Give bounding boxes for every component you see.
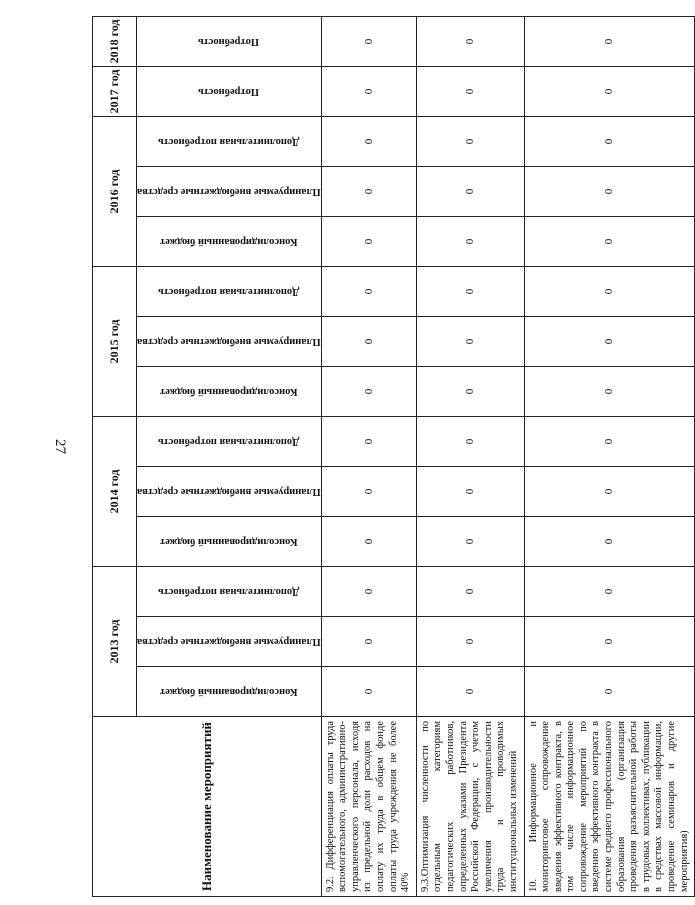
page-number: 27	[52, 439, 68, 454]
subheader-planned: Планируемые внебюджетные средства	[137, 486, 321, 497]
year-header-2016: 2016 год	[93, 116, 137, 266]
subheader-need: Потребность	[198, 35, 260, 47]
subheader-consolidated: Консолидированный бюджет	[160, 686, 298, 698]
value-cell: 0	[321, 416, 416, 466]
subheader-need: Потребность	[198, 85, 260, 97]
year-header-2015: 2015 год	[93, 266, 137, 416]
value-cell: 0	[416, 566, 524, 616]
year-header-2018: 2018 год	[93, 16, 137, 66]
subheader-additional: Дополнительная потребность	[158, 135, 300, 147]
subheader-consolidated: Консолидированный бюджет	[160, 536, 298, 547]
value-cell: 0	[321, 116, 416, 166]
value-cell: 0	[321, 16, 416, 66]
value-cell: 0	[416, 16, 524, 66]
measure-name-cell: 9.3.Оптимизация численности по отдельным категориям педагогических работников, определенных указами Президента Российской Федерации, с учетом увеличения производительности труда и проводимых институциональных изменений	[416, 717, 524, 897]
value-cell: 0	[524, 166, 695, 216]
value-cell: 0	[524, 667, 695, 717]
subheader-planned: Планируемые внебюджетные средства	[137, 335, 321, 347]
value-cell: 0	[321, 216, 416, 266]
value-cell: 0	[416, 466, 524, 516]
value-cell: 0	[416, 316, 524, 366]
value-cell: 0	[416, 667, 524, 717]
funding-table	[92, 16, 695, 897]
table-row	[524, 16, 695, 896]
subheader-planned: Планируемые внебюджетные средства	[137, 185, 321, 197]
value-cell: 0	[321, 366, 416, 416]
value-cell: 0	[321, 266, 416, 316]
value-cell: 0	[416, 366, 524, 416]
value-cell: 0	[524, 16, 695, 66]
subheader-planned: Планируемые внебюджетные средства	[137, 636, 321, 648]
value-cell: 0	[416, 617, 524, 667]
name-column-header: Наименование мероприятий	[93, 717, 322, 897]
value-cell: 0	[524, 66, 695, 116]
value-cell: 0	[524, 617, 695, 667]
value-cell: 0	[416, 266, 524, 316]
value-cell: 0	[321, 516, 416, 566]
value-cell: 0	[416, 166, 524, 216]
value-cell: 0	[321, 617, 416, 667]
value-cell: 0	[524, 566, 695, 616]
value-cell: 0	[416, 216, 524, 266]
table-row	[416, 16, 524, 896]
value-cell: 0	[416, 516, 524, 566]
value-cell: 0	[524, 266, 695, 316]
value-cell: 0	[321, 667, 416, 717]
year-header-2013: 2013 год	[93, 566, 137, 716]
subheader-additional: Дополнительная потребность	[158, 435, 300, 447]
value-cell: 0	[524, 366, 695, 416]
table-row	[321, 16, 416, 896]
value-cell: 0	[416, 66, 524, 116]
value-cell: 0	[524, 516, 695, 566]
value-cell: 0	[321, 466, 416, 516]
subheader-consolidated: Консолидированный бюджет	[160, 385, 298, 397]
subheader-additional: Дополнительная потребность	[158, 285, 300, 297]
value-cell: 0	[524, 116, 695, 166]
value-cell: 0	[321, 566, 416, 616]
value-cell: 0	[524, 316, 695, 366]
value-cell: 0	[524, 416, 695, 466]
year-header-2014: 2014 год	[93, 416, 137, 566]
value-cell: 0	[321, 166, 416, 216]
subheader-consolidated: Консолидированный бюджет	[160, 235, 298, 247]
value-cell: 0	[321, 66, 416, 116]
value-cell: 0	[524, 466, 695, 516]
value-cell: 0	[321, 316, 416, 366]
year-header-2017: 2017 год	[93, 66, 137, 116]
measure-name-cell: 10. Информационное и мониторинговое сопровождение введения эффективного контракта, в том числе информационное сопровождение мероприятий по введению эффективного контракта в системе среднего профессионального образования (организация проведения разъяснительной работы в трудовых коллективах, публикации в средствах массовой информации, проведение семинаров и другие мероприятия)	[524, 717, 695, 897]
measure-name-cell: 9.2. Дифференциация оплаты труда вспомогательного, административно-управленческого персонала, исходя из предельной доли расходов на оплату их труда в общем фонде оплаты труда учреждения не более 40%	[321, 717, 416, 897]
value-cell: 0	[524, 216, 695, 266]
value-cell: 0	[416, 116, 524, 166]
rotated-table-wrapper	[92, 17, 690, 897]
value-cell: 0	[416, 416, 524, 466]
subheader-additional: Дополнительная потребность	[158, 586, 300, 597]
